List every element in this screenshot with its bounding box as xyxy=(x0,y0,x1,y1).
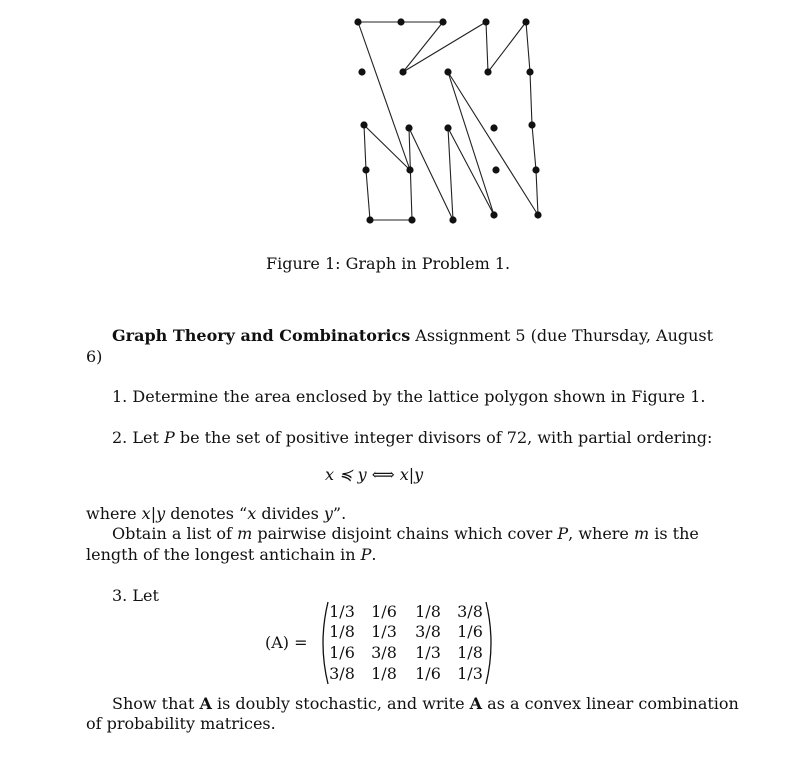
problem-2-text-b: be the set of positive integer divisors of 72, with partial ordering: xyxy=(174,428,713,447)
where-x: x xyxy=(247,504,257,523)
problem-1-text: Determine the area enclosed by the lattice polygon shown in Figure 1. xyxy=(132,387,706,406)
matrix-cell: 1/8 xyxy=(329,622,355,641)
where-c: divides xyxy=(256,504,324,523)
where-math: x|y xyxy=(141,504,166,523)
obtain-line2-a: length of the longest antichain in xyxy=(86,545,361,564)
lattice-point xyxy=(534,211,541,218)
problem-2 xyxy=(112,428,712,447)
lattice-point xyxy=(354,18,361,25)
matrix-cell: 3/8 xyxy=(415,622,441,641)
show-c: as a convex linear combination xyxy=(482,694,739,713)
obtain-m: m xyxy=(237,524,253,543)
set-p: P xyxy=(163,428,175,447)
where-b: denotes “ xyxy=(165,504,248,523)
problem-3-number: 3. xyxy=(112,586,128,605)
obtain-line-2 xyxy=(86,545,376,564)
lattice-point xyxy=(444,68,451,75)
lattice-point xyxy=(405,124,412,131)
assignment-heading-continued: 6) xyxy=(86,347,103,366)
lattice-point xyxy=(522,18,529,25)
lattice-point xyxy=(406,166,413,173)
lattice-point xyxy=(526,68,533,75)
where-a: where xyxy=(86,504,142,523)
obtain-m2: m xyxy=(633,524,650,543)
lattice-point xyxy=(492,166,499,173)
obtain-line2-p: P xyxy=(360,545,372,564)
matrix-cell: 1/8 xyxy=(457,643,483,662)
matrix-cell: 1/3 xyxy=(371,622,397,641)
lattice-point xyxy=(484,68,491,75)
matrix-row xyxy=(318,664,496,684)
lattice-point xyxy=(532,166,539,173)
lattice-point xyxy=(482,18,489,25)
lattice-point xyxy=(490,211,497,218)
course-title: Graph Theory and Combinatorics xyxy=(112,326,411,345)
matrix-cell: 1/6 xyxy=(415,664,441,683)
problem-3 xyxy=(112,586,159,605)
matrix-symbol: A xyxy=(199,694,212,713)
lattice-point xyxy=(397,18,404,25)
lattice-point xyxy=(360,121,367,128)
obtain-line2-b: . xyxy=(371,545,377,564)
matrix-cell: 1/3 xyxy=(329,602,355,621)
matrix-cell: 1/3 xyxy=(457,664,483,683)
divisibility-relation: x ≼ y ⟺ x|y xyxy=(325,465,424,484)
obtain-line-1 xyxy=(112,524,699,543)
assignment-heading xyxy=(112,326,713,345)
problem-3-text: Let xyxy=(132,586,159,605)
matrix-cell: 1/6 xyxy=(457,622,483,641)
matrix-cell: 1/3 xyxy=(415,643,441,662)
lattice-point xyxy=(358,68,365,75)
matrix-row xyxy=(318,622,496,642)
lattice-point xyxy=(490,124,497,131)
show-a: Show that xyxy=(112,694,200,713)
matrix-cell: 1/8 xyxy=(415,602,441,621)
matrix-cell: 1/8 xyxy=(371,664,397,683)
obtain-b: pairwise disjoint chains which cover xyxy=(252,524,558,543)
problem-2-number: 2. xyxy=(112,428,128,447)
show-line-2: of probability matrices. xyxy=(86,714,276,733)
matrix-cell: 1/6 xyxy=(329,643,355,662)
lattice-point xyxy=(444,124,451,131)
obtain-d: is the xyxy=(649,524,699,543)
lattice-point xyxy=(408,216,415,223)
matrix-cell: 3/8 xyxy=(457,602,483,621)
lattice-point xyxy=(399,68,406,75)
show-line-1 xyxy=(112,694,739,713)
figure-caption: Figure 1: Graph in Problem 1. xyxy=(266,254,511,273)
lattice-point xyxy=(449,216,456,223)
matrix-cell: 3/8 xyxy=(371,643,397,662)
assignment-title: Assignment 5 (due Thursday, August xyxy=(410,326,714,345)
matrix-cell: 3/8 xyxy=(329,664,355,683)
lattice-point xyxy=(362,166,369,173)
matrix-cell: 1/6 xyxy=(371,602,397,621)
lattice-vertices xyxy=(354,18,541,223)
obtain-p: P xyxy=(557,524,569,543)
where-y: y xyxy=(323,504,333,523)
matrix-row xyxy=(318,602,496,622)
matrix-label: (A) = xyxy=(265,633,308,652)
lattice-point xyxy=(439,18,446,25)
obtain-a: Obtain a list of xyxy=(112,524,238,543)
obtain-c: , where xyxy=(568,524,634,543)
matrix-symbol: A xyxy=(469,694,483,713)
where-d: ”. xyxy=(332,504,347,523)
problem-1-number: 1. xyxy=(112,387,128,406)
show-b: is doubly stochastic, and write xyxy=(211,694,470,713)
lattice-point xyxy=(366,216,373,223)
lattice-point xyxy=(528,121,535,128)
problem-1 xyxy=(112,387,706,406)
lattice-polygon xyxy=(358,22,538,220)
matrix-row xyxy=(318,643,496,663)
problem-2-text-a: Let xyxy=(132,428,164,447)
matrix-a xyxy=(318,600,496,686)
lattice-polygon-figure xyxy=(0,0,808,240)
where-line xyxy=(86,504,346,523)
